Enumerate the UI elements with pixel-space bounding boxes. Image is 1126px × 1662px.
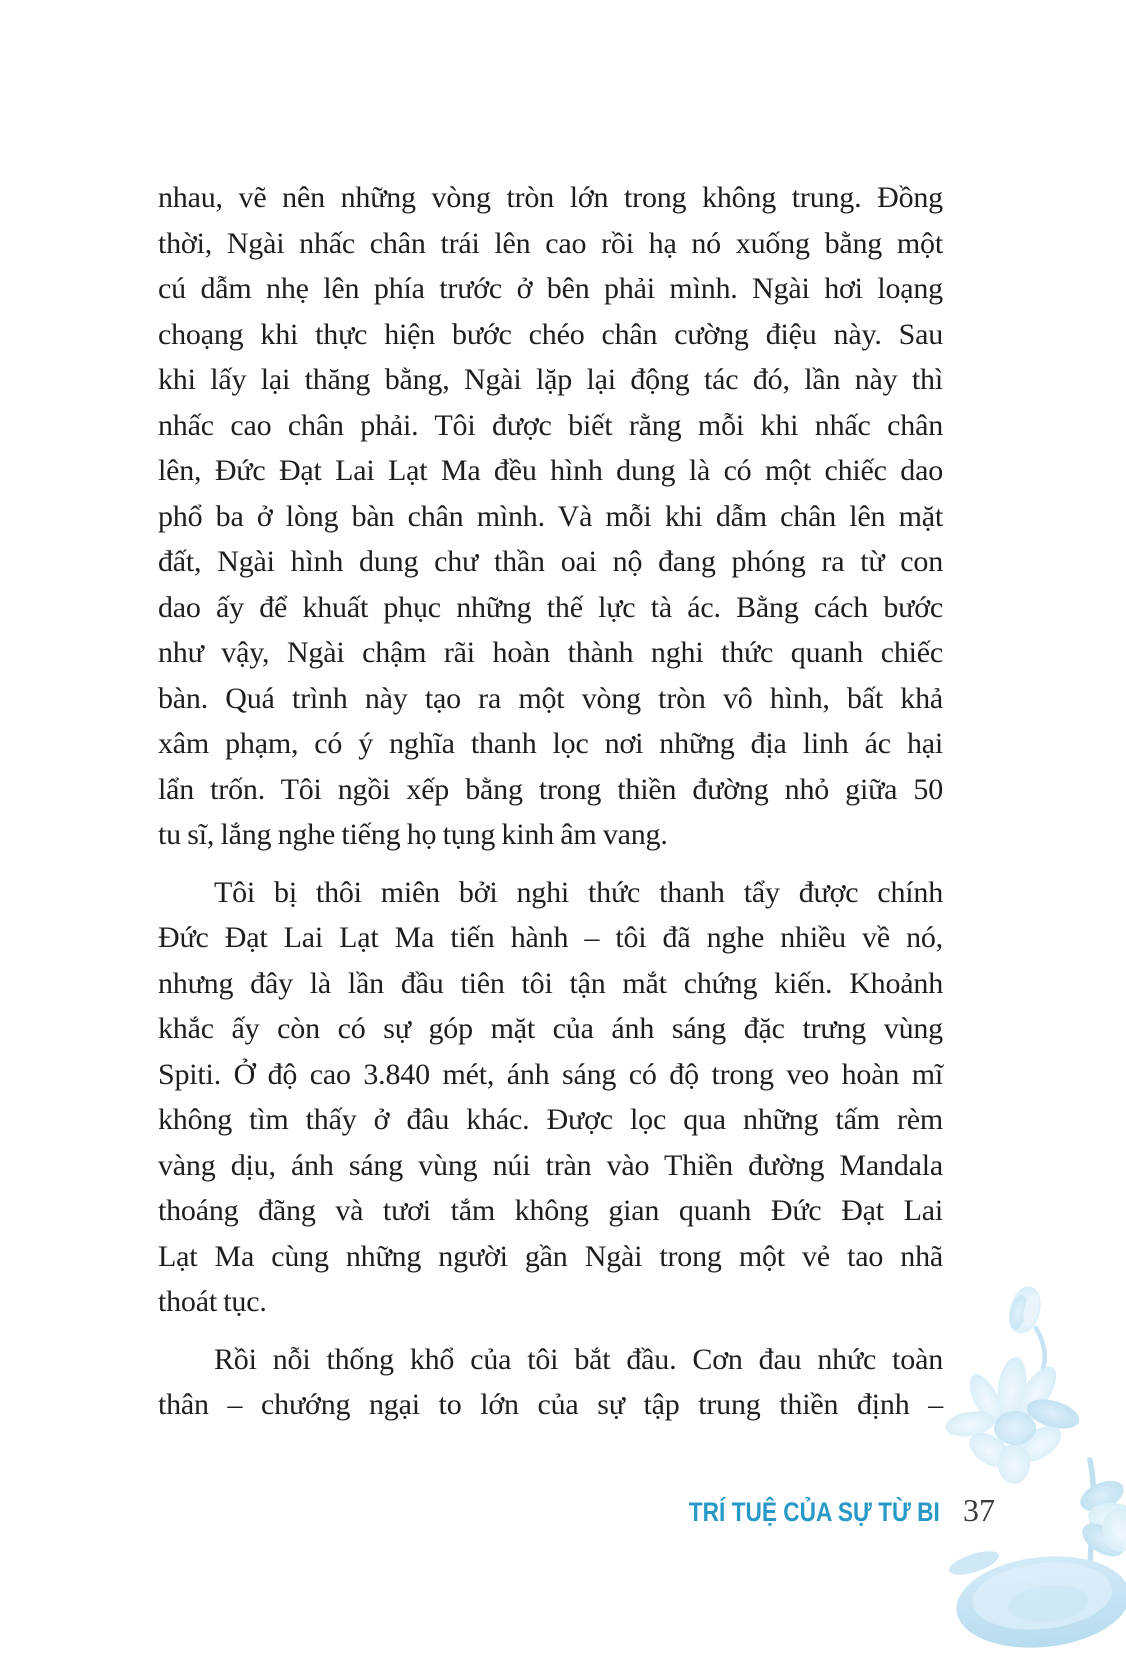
body-text xyxy=(158,175,943,1428)
text-line: dao ấy để khuất phục những thế lực tà ác. Bằng cách bước xyxy=(158,590,943,624)
text-line: nhưng đây là lần đầu tiên tôi tận mắt chứng kiến. Khoảnh xyxy=(158,966,943,1000)
text-line: thân – chướng ngại to lớn của sự tập trung thiền định – xyxy=(158,1388,943,1421)
text-line: Đức Đạt Lai Lạt Ma tiến hành – tôi đã nghe nhiều về nó, xyxy=(158,921,943,954)
lotus-stem xyxy=(1090,1460,1094,1573)
text-line: khi lấy lại thăng bằng, Ngài lặp lại động tác đó, lần này thì xyxy=(158,363,943,396)
text-line: choạng khi thực hiện bước chéo chân cường điệu này. Sau xyxy=(158,317,943,351)
page-footer xyxy=(641,1492,995,1529)
lotus-side-flower xyxy=(1076,1475,1126,1563)
lotus-flower xyxy=(943,1355,1082,1484)
text-line: thoát tục. xyxy=(158,1285,267,1318)
text-line: xâm phạm, có ý nghĩa thanh lọc nơi những địa linh ác hại xyxy=(158,727,943,760)
text-line: Lạt Ma cùng những người gần Ngài trong một vẻ tao nhã xyxy=(158,1239,943,1273)
lotus-watermark xyxy=(940,1268,1126,1662)
paragraph xyxy=(158,175,943,858)
text-line: thoáng đãng và tươi tắm không gian quanh Đức Đạt Lai xyxy=(158,1194,943,1227)
lotus-bud xyxy=(1005,1283,1046,1337)
text-line: Spiti. Ở độ cao 3.840 mét, ánh sáng có độ trong veo hoàn mĩ xyxy=(158,1057,943,1091)
text-line: thời, Ngài nhấc chân trái lên cao rồi hạ nó xuống bằng một xyxy=(158,226,943,260)
lotus-bud-stem xyxy=(1036,1328,1045,1378)
page-number: 37 xyxy=(963,1492,995,1528)
text-line: nhấc cao chân phải. Tôi được biết rằng mỗi khi nhấc chân xyxy=(158,408,943,442)
text-line: phổ ba ở lòng bàn chân mình. Và mỗi khi dẫm chân lên mặt xyxy=(158,499,943,533)
text-line: như vậy, Ngài chậm rãi hoàn thành nghi thức quanh chiếc xyxy=(158,636,943,669)
text-line: bàn. Quá trình này tạo ra một vòng tròn vô hình, bất khả xyxy=(158,681,943,715)
text-line: lẩn trốn. Tôi ngồi xếp bằng trong thiền đường nhỏ giữa 50 xyxy=(158,772,943,806)
text-line: Tôi bị thôi miên bởi nghi thức thanh tẩy được chính xyxy=(214,875,943,909)
text-line: khắc ấy còn có sự góp mặt của ánh sáng đặc trưng vùng xyxy=(158,1012,943,1045)
text-line: đất, Ngài hình dung chư thần oai nộ đang phóng ra từ con xyxy=(158,545,943,578)
text-line: lên, Đức Đạt Lai Lạt Ma đều hình dung là có một chiếc dao xyxy=(158,454,943,487)
paragraph xyxy=(158,1337,943,1428)
running-footer-title: TRÍ TUỆ CỦA SỰ TỪ BI xyxy=(689,1497,940,1527)
text-line: nhau, vẽ nên những vòng tròn lớn trong không trung. Đồng xyxy=(158,181,943,214)
lotus-leaf-tip xyxy=(946,1546,1001,1579)
text-line: vàng dịu, ánh sáng vùng núi tràn vào Thiền đường Mandala xyxy=(158,1148,943,1182)
text-line: cú dẫm nhẹ lên phía trước ở bên phải mình. Ngài hơi loạng xyxy=(158,272,943,305)
text-line: Rồi nỗi thống khổ của tôi bắt đầu. Cơn đau nhức toàn xyxy=(214,1342,943,1376)
text-line: tu sĩ, lắng nghe tiếng họ tụng kinh âm vang. xyxy=(158,818,668,851)
text-line: không tìm thấy ở đâu khác. Được lọc qua những tấm rèm xyxy=(158,1103,943,1136)
paragraph xyxy=(158,870,943,1325)
lotus-leaf xyxy=(952,1548,1126,1656)
